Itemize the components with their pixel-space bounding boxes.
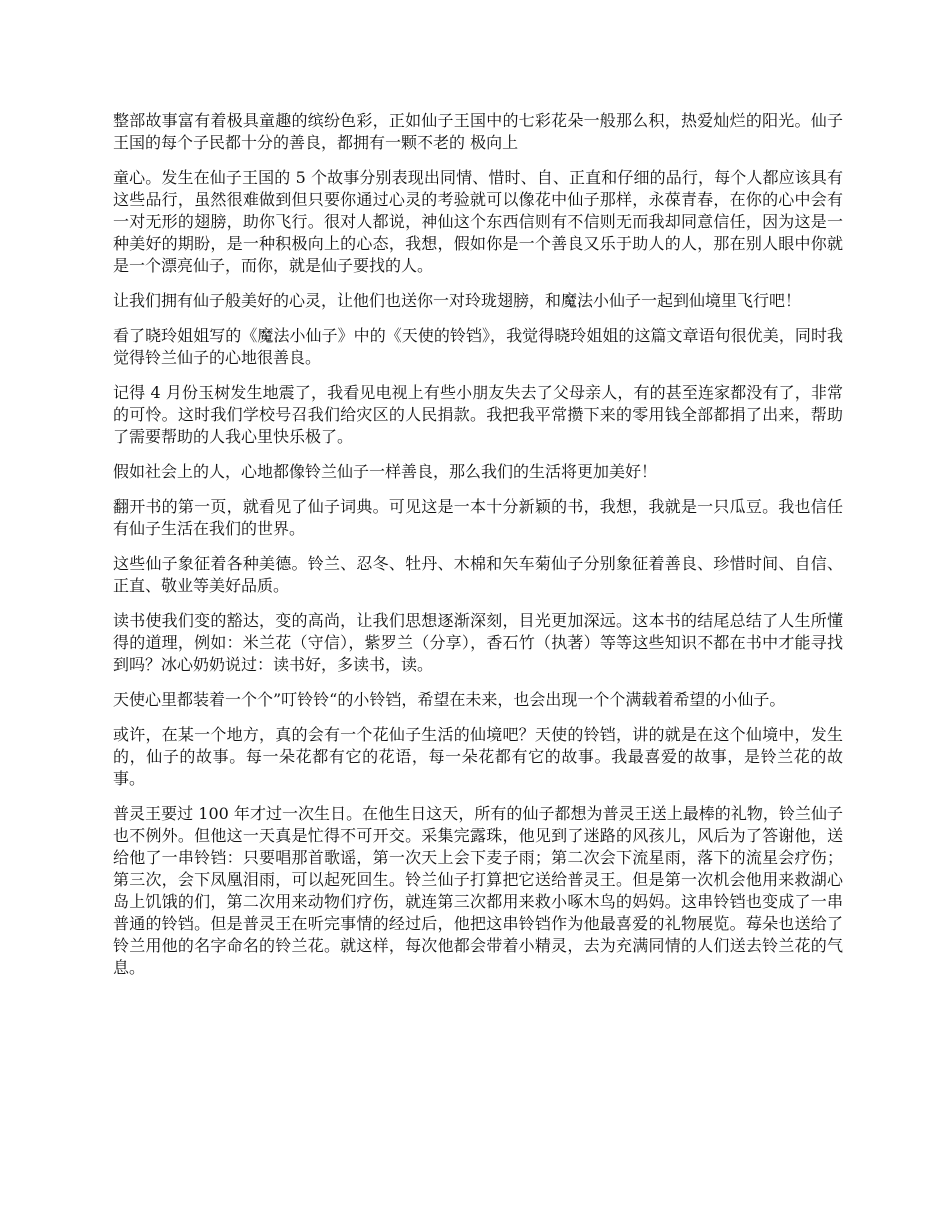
paragraph: 或许，在某一个地方，真的会有一个花仙子生活的仙境吧？天使的铃铛，讲的就是在这个仙境中，发生的，仙子的故事。每一朵花都有它的花语，每一朵花都有它的故事。我最喜爱的故事，是铃兰花的故事。 [113, 725, 843, 788]
paragraph: 天使心里都装着一个个”叮铃铃“的小铃铛，希望在未来，也会出现一个个满载着希望的小仙子。 [113, 690, 786, 709]
paragraph: 记得 4 月份玉树发生地震了，我看见电视上有些小朋友失去了父母亲人，有的甚至连家都没有了，非常的可怜。这时我们学校号召我们给灾区的人民捐款。我把我平常攒下来的零用钱全部都捐了出来，帮助了需要帮助的人我心里快乐极了。 [113, 383, 843, 446]
paragraph: 童心。发生在仙子王国的 5 个故事分别表现出同情、惜时、自、正直和仔细的品行，每个人都应该具有这些品行，虽然很难做到但只要你通过心灵的考验就可以像花中仙子那样，永葆青春，在你的心中会有一对无形的翅膀，助你飞行。很对人都说，神仙这个东西信则有不信则无而我却同意信任，因为这是一种美好的期盼，是一种积极向上的心态，我想，假如你是一个善良又乐于助人的人，那在别人眼中你就是一个漂亮仙子，而你，就是仙子要找的人。 [113, 168, 843, 275]
paragraph: 读书使我们变的豁达，变的高尚，让我们思想逐渐深刻，目光更加深远。这本书的结尾总结了人生所懂得的道理，例如：米兰花（守信），紫罗兰（分享），香石竹（执著）等等这些知识不都在书中才能寻找到吗？冰心奶奶说过：读书好，多读书，读。 [113, 611, 843, 674]
paragraph: 普灵王要过 100 年才过一次生日。在他生日这天，所有的仙子都想为普灵王送上最棒的礼物，铃兰仙子也不例外。但他这一天真是忙得不可开交。采集完露珠，他见到了迷路的风孩儿，风后为了答谢他，送给他了一串铃铛：只要唱那首歌谣，第一次天上会下麦子雨；第二次会下流星雨，落下的流星会疗伤；第三次，会下凤凰泪雨，可以起死回生。铃兰仙子打算把它送给普灵王。但是第一次机会他用来救湖心岛上饥饿的们，第二次用来动物们疗伤，就连第三次都用来救小啄木鸟的妈妈。这串铃铛也变成了一串普通的铃铛。但是普灵王在听完事情的经过后，他把这串铃铛作为他最喜爱的礼物展览。莓朵也送给了铃兰用他的名字命名的铃兰花。就这样，每次他都会带着小精灵，去为充满同情的人们送去铃兰花的气息。 [113, 804, 843, 977]
paragraph: 翻开书的第一页，就看见了仙子词典。可见这是一本十分新颖的书，我想，我就是一只瓜豆。我也信任有仙子生活在我们的世界。 [113, 497, 843, 538]
paragraph: 假如社会上的人，心地都像铃兰仙子一样善良，那么我们的生活将更加美好！ [113, 462, 658, 481]
paragraph: 整部故事富有着极具童趣的缤纷色彩，正如仙子王国中的七彩花朵一般那么积，热爱灿烂的阳光。仙子王国的每个子民都十分的善良，都拥有一颗不老的 极向上 [113, 111, 843, 152]
paragraph: 让我们拥有仙子般美好的心灵，让他们也送你一对玲珑翅膀，和魔法小仙子一起到仙境里飞行吧！ [113, 291, 802, 310]
paragraph: 这些仙子象征着各种美德。铃兰、忍冬、牡丹、木棉和矢车菊仙子分别象征着善良、珍惜时间、自信、正直、敬业等美好品质。 [113, 554, 843, 595]
paragraph: 看了晓玲姐姐写的《魔法小仙子》中的《天使的铃铛》，我觉得晓玲姐姐的这篇文章语句很优美，同时我觉得铃兰仙子的心地很善良。 [113, 326, 843, 367]
document-body [113, 110, 843, 992]
